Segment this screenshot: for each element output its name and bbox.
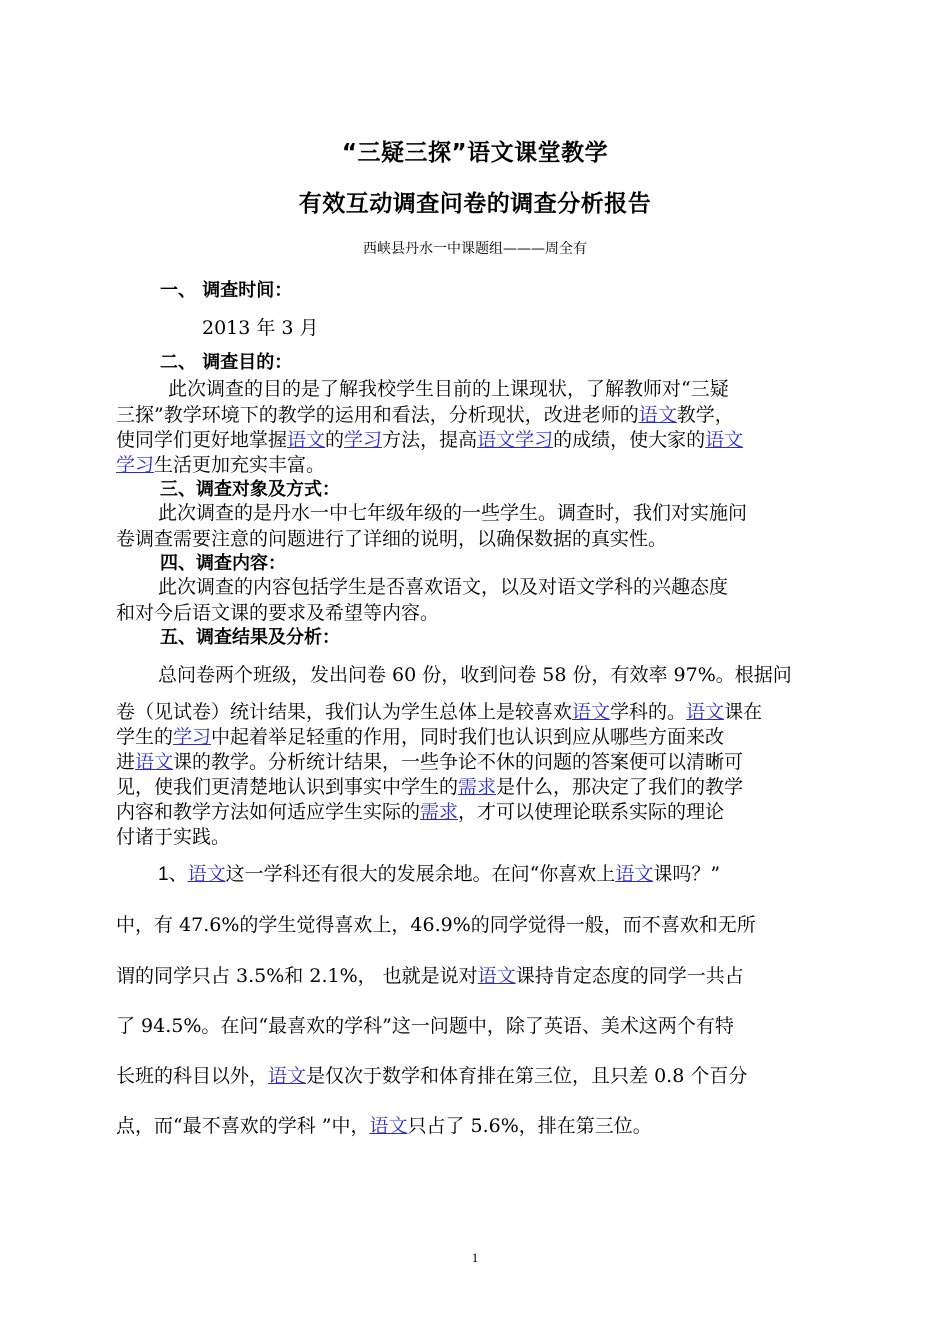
- link-xuexi[interactable]: 学习: [116, 454, 155, 476]
- link-xuexi[interactable]: 学习: [344, 429, 383, 451]
- purpose-line-3: 使同学们更好地掌握语文的学习方法，提高语文学习的成绩，使大家的语文: [116, 429, 744, 451]
- author-line: 西峡县丹水一中课题组———周全有: [363, 241, 587, 257]
- section-heading-time: 一、 调查时间：: [160, 280, 293, 301]
- link-yuwen[interactable]: 语文: [572, 701, 611, 723]
- point1-line-3: 谓的同学只占 3.5%和 2.1%， 也就是说对语文课持肯定态度的同学一共占: [116, 965, 744, 987]
- point1-line-4: 了 94.5%。在问“最喜欢的学科”这一问题中，除了英语、美术这两个有特: [116, 1015, 734, 1037]
- results-line-5: 见，使我们更清楚地认识到事实中学生的需求是什么，那决定了我们的教学: [116, 776, 744, 798]
- link-xuexi[interactable]: 学习: [173, 726, 212, 748]
- section-heading-results: 五、调查结果及分析：: [160, 627, 340, 648]
- results-line-2: 卷（见试卷）统计结果，我们认为学生总体上是较喜欢语文学科的。语文课在: [116, 701, 763, 723]
- content-line-2: 和对今后语文课的要求及希望等内容。: [116, 602, 440, 624]
- subjects-line-1: 此次调查的是丹水一中七年级年级的一些学生。调查时，我们对实施问: [158, 502, 748, 524]
- link-yuwen[interactable]: 语文: [705, 429, 744, 451]
- section-heading-purpose: 二、 调查目的：: [160, 352, 293, 373]
- section-heading-content: 四、调查内容：: [160, 553, 286, 574]
- section-heading-subjects: 三、调查对象及方式：: [160, 479, 340, 500]
- results-line-7: 付诸于实践。: [116, 826, 231, 848]
- purpose-line-1: 此次调查的目的是了解我校学生目前的上课现状，了解教师对“三疑: [168, 378, 729, 400]
- link-yuwen-xuexi[interactable]: 语文学习: [477, 429, 554, 451]
- subjects-line-2: 卷调查需要注意的问题进行了详细的说明，以确保数据的真实性。: [116, 528, 668, 550]
- point1-line-1: 1、语文这一学科还有很大的发展余地。在问“你喜欢上语文课吗？”: [158, 863, 721, 885]
- link-yuwen[interactable]: 语文: [287, 429, 326, 451]
- document-title-line2: 有效互动调查问卷的调查分析报告: [298, 191, 652, 217]
- survey-date: 2013 年 3 月: [202, 317, 319, 339]
- results-line-6: 内容和教学方法如何适应学生实际的需求，才可以使理论联系实际的理论: [116, 801, 725, 823]
- purpose-line-2: 三探”教学环境下的教学的运用和看法，分析现状，改进老师的语文教学，: [116, 404, 734, 426]
- link-yuwen[interactable]: 语文: [135, 751, 174, 773]
- document-title-line1: “三疑三探”语文课堂教学: [341, 140, 609, 166]
- point1-line-5: 长班的科目以外，语文是仅次于数学和体育排在第三位，且只差 0.8 个百分: [116, 1065, 748, 1087]
- content-line-1: 此次调查的内容包括学生是否喜欢语文，以及对语文学科的兴趣态度: [158, 576, 729, 598]
- point1-line-2: 中，有 47.6%的学生觉得喜欢上，46.9%的同学觉得一般，而不喜欢和无所: [116, 914, 756, 936]
- results-line-3: 学生的学习中起着举足轻重的作用，同时我们也认识到应从哪些方面来改: [116, 726, 725, 748]
- link-xuqiu[interactable]: 需求: [458, 776, 497, 798]
- link-yuwen[interactable]: 语文: [477, 965, 516, 987]
- results-line-4: 进语文课的教学。分析统计结果，一些争论不休的问题的答案便可以清晰可: [116, 751, 744, 773]
- results-line-1: 总问卷两个班级，发出问卷 60 份，收到问卷 58 份，有效率 97%。根据问: [158, 664, 792, 686]
- link-yuwen[interactable]: 语文: [369, 1115, 408, 1137]
- link-xuqiu[interactable]: 需求: [420, 801, 459, 823]
- link-yuwen[interactable]: 语文: [686, 701, 725, 723]
- link-yuwen[interactable]: 语文: [268, 1065, 307, 1087]
- link-yuwen[interactable]: 语文: [615, 863, 654, 885]
- point1-line-6: 点，而“最不喜欢的学科 ”中，语文只占了 5.6%，排在第三位。: [116, 1115, 652, 1137]
- link-yuwen[interactable]: 语文: [187, 863, 226, 885]
- link-yuwen[interactable]: 语文: [638, 404, 677, 426]
- page-number: 1: [471, 1250, 479, 1265]
- purpose-line-4: 学习生活更加充实丰富。: [116, 454, 326, 476]
